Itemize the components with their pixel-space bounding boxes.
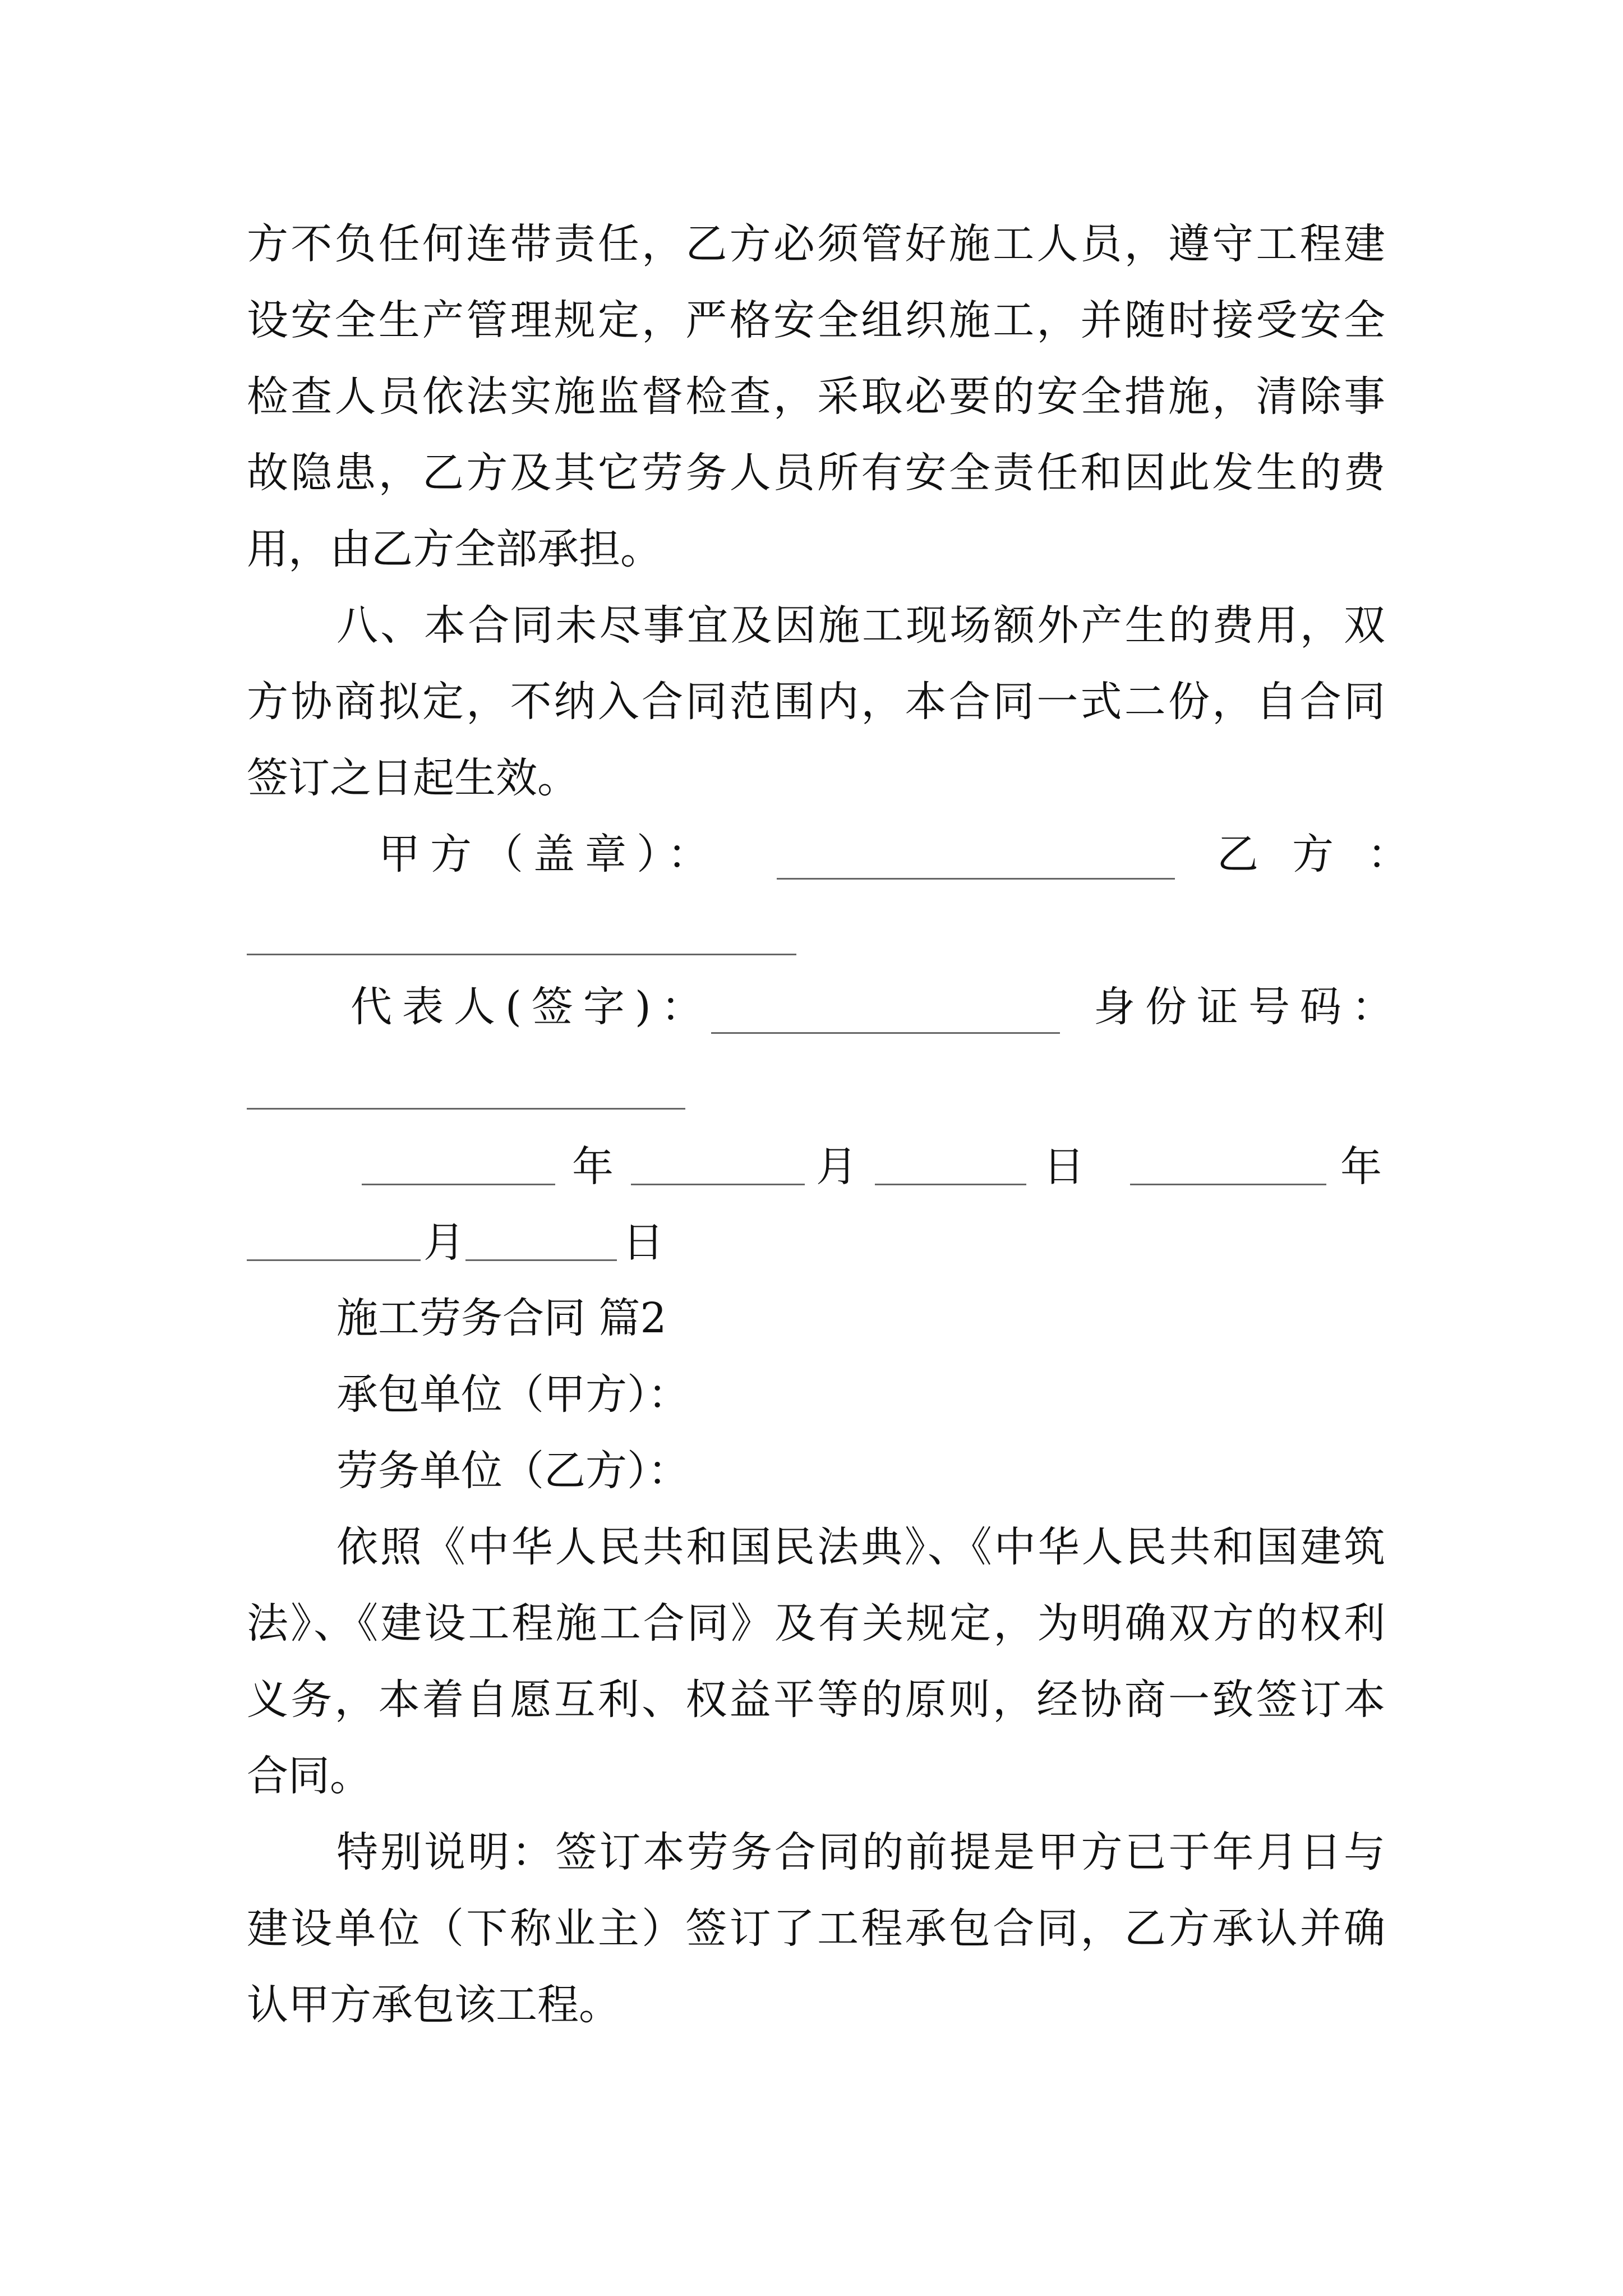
paragraph-line: 设安全生产管理规定，严格安全组织施工，并随时接受安全 [247, 296, 1385, 344]
paragraph-line: 方不负任何连带责任，乙方必须管好施工人员，遵守工程建 [247, 220, 1385, 268]
id-number-blank [247, 1108, 685, 1110]
paragraph-line: 法》、《建设工程施工合同》及有关规定，为明确双方的权利 [247, 1599, 1385, 1648]
id-number-label: 身份证号码： [1094, 983, 1403, 1031]
paragraph-line: 特别说明：签订本劳务合同的前提是甲方已于年月日与 [336, 1828, 1385, 1876]
paragraph-line: 义务，本着自愿互利、权益平等的原则，经协商一致签订本 [247, 1676, 1385, 1724]
month-blank-b [247, 1259, 421, 1261]
paragraph-line: 八、本合同未尽事宜及因施工现场额外产生的费用，双 [336, 601, 1385, 650]
paragraph-line: 依照《中华人民共和国民法典》、《中华人民共和国建筑 [336, 1523, 1385, 1571]
paragraph-line: 故隐患，乙方及其它劳务人员所有安全责任和因此发生的费 [247, 449, 1385, 497]
party-a-blank [777, 878, 1175, 880]
party-b-label: 乙方： [1217, 830, 1442, 878]
paragraph-line: 建设单位（下称业主）签订了工程承包合同，乙方承认并确 [247, 1904, 1385, 1953]
month-label-b: 月 [423, 1218, 475, 1267]
year-label-a: 年 [572, 1143, 624, 1191]
year-label-b: 年 [1340, 1143, 1392, 1191]
representative-blank [711, 1032, 1060, 1034]
day-label-a: 日 [1043, 1143, 1095, 1191]
party-b-blank [247, 954, 796, 955]
day-blank-a [875, 1184, 1026, 1185]
year-blank-a [362, 1184, 555, 1185]
year-blank-b [1130, 1184, 1326, 1185]
paragraph-line: 用，由乙方全部承担。 [247, 525, 662, 573]
section-title: 施工劳务合同 篇2 [336, 1294, 667, 1342]
month-label-a: 月 [816, 1143, 868, 1191]
paragraph-line: 签订之日起生效。 [247, 754, 579, 802]
day-blank-b [465, 1259, 617, 1261]
party-a-label: 甲方（盖章）： [379, 830, 719, 878]
paragraph-line: 检查人员依法实施监督检查，采取必要的安全措施，清除事 [247, 372, 1385, 421]
paragraph-line: 方协商拟定，不纳入合同范围内，本合同一式二份，自合同 [247, 678, 1385, 726]
representative-label: 代表人(签字)： [351, 983, 713, 1031]
day-label-b: 日 [623, 1218, 674, 1267]
month-blank-a [631, 1184, 805, 1185]
paragraph-line: 认甲方承包该工程。 [247, 1981, 620, 2029]
contractor-label: 承包单位（甲方）： [336, 1370, 689, 1419]
paragraph-line: 合同。 [247, 1752, 371, 1800]
labor-unit-label: 劳务单位（乙方）： [336, 1447, 689, 1495]
